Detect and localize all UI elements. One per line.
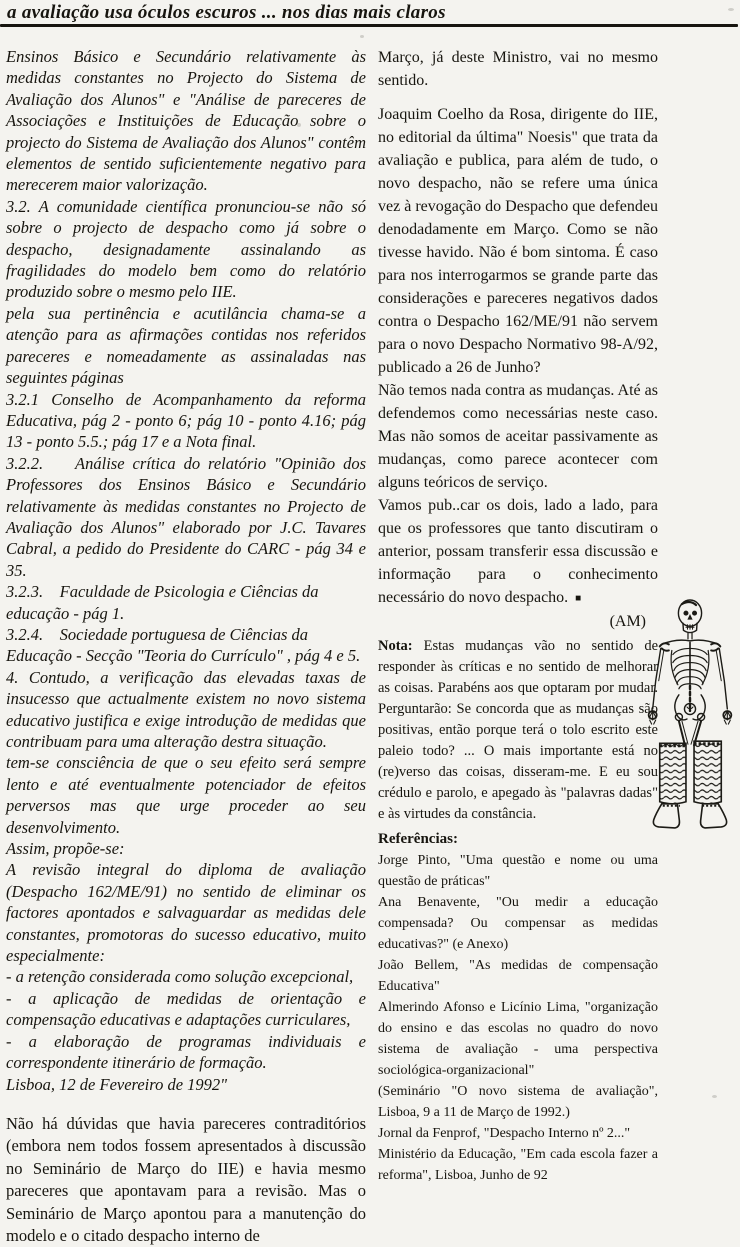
body-paragraph: Joaquim Coelho da Rosa, dirigente do IIE, no editorial da última" Noesis" que trata da avaliação e publica, para além de tudo, o novo despacho, não se refere uma única vez à revogação do Despacho que defendeu denodadamente em Março. Como se não tivesse havido. Não é bom sintoma. É caso para nos interrogarmos se grande parte das considerações e pareceres negativos dados contra o Despacho 162/ME/91 não servem para o novo Despacho Normativo 98-A/92, publicado a 26 de Junho? (378, 106, 658, 376)
body-paragraph (378, 494, 658, 610)
reference-item: Jorge Pinto, "Uma questão e nome ou uma questão de práticas" (378, 853, 658, 889)
quoted-paragraph: 3.2. A comunidade científica pronunciou-se não só sobre o projecto de despacho como já sobre o despacho, designadamente assinalando as fragilidades do modelo bem como do relatório produzido sobre o mesmo pelo IIE. (6, 196, 366, 302)
end-of-article-mark: ■ (575, 593, 582, 604)
body-paragraph: Não temos nada contra as mudanças. Até as defendemos como necessárias neste caso. Mas não somos de aceitar passivamente as mudanças, como parece acontecer com alguns teóricos de serviço. (378, 382, 658, 491)
quoted-paragraph: 3.2.2. Análise crítica do relatório "Opinião dos Professores dos Ensinos Básico e Secundário relativamente às medidas constantes no Projecto de Avaliação dos Alunos" elaborado por J.C. Tavares Cabral, a pedido do Presidente do CARC - pág 34 e 35. (6, 453, 366, 580)
quoted-paragraph: 4. Contudo, a verificação das elevadas taxas de insucesso que actualmente existem no novo sistema educativo justifica e exige introdução de medidas que contribuam para uma alteração destra situação. (6, 667, 366, 751)
note-paragraph (378, 636, 658, 825)
body-paragraph: Março, já deste Ministro, vai no mesmo sentido. (378, 49, 658, 89)
scan-speck (712, 1095, 717, 1098)
page-motto: a avaliação usa óculos escuros ... nos dias mais claros (7, 2, 446, 23)
scan-speck (297, 123, 301, 127)
scan-speck (728, 8, 734, 11)
quoted-paragraph: Assim, propõe-se: (6, 839, 125, 859)
quoted-paragraph: tem-se consciência de que o seu efeito será sempre lento e até eventualmente potenciador de efeitos perversos mas que urge proceder ao seu desenvolvimento. (6, 753, 366, 837)
scan-speck (360, 35, 364, 38)
left-column (6, 46, 366, 1247)
quoted-paragraph: - a retenção considerada como solução excepcional, (6, 967, 354, 987)
author-initials: (AM) (609, 613, 646, 630)
reference-item: Ana Benavente, "Ou medir a educação compensada? Ou compensar as medidas educativas?" (e Anexo) (378, 895, 658, 952)
reference-item: Ministério da Educação, "Em cada escola fazer a reforma", Lisboa, Junho de 92 (378, 1147, 658, 1183)
closing-paragraph: Não há dúvidas que havia pareceres contraditórios (embora nem todos fossem apresentados à discussão no Seminário de Março do IIE) e havia mesmo pareceres que apontavam para a revisão. Mas o Seminário de Março apontou para a manutenção do modelo e o citado despacho interno de (6, 1113, 366, 1245)
quoted-paragraph: pela sua pertinência e acutilância chama-se a atenção para as afirmações contidas nos referidos pareceres e nomeadamente as assinaladas nas seguintes páginas (6, 303, 366, 388)
quoted-paragraph: Lisboa, 12 de Fevereiro de 1992" (6, 1074, 228, 1094)
body-paragraph-text: Vamos pub..car os dois, lado a lado, para que os professores que tanto discutiram o anterior, possam transferir essa discussão e informação para o conhecimento necessário do novo despacho. (378, 497, 658, 606)
quoted-paragraph: Ensinos Básico e Secundário relativamente às medidas constantes no Projecto do Sistema de Avaliação dos Alunos" e "Análise de pareceres de Associações e Instituições de Educação sobre o projecto do Sistema de Avaliação dos Alunos" contêm elementos de sentido suficientemente negativo para merecerem maior valorização. (6, 47, 366, 195)
reference-item: Jornal da Fenprof, "Despacho Interno nº 2..." (378, 1126, 631, 1141)
skeleton-icon (645, 598, 735, 830)
quoted-paragraph: A revisão integral do diploma de avaliação (Despacho 162/ME/91) no sentido de eliminar os factores apontados e salvaguardar as medidas dele constantes, promotoras do sucesso educativo, muito especialmente: (6, 860, 366, 966)
references-heading: Referências: (378, 831, 458, 847)
quoted-paragraph: 3.2.1 Conselho de Acompanhamento da reforma Educativa, pág 2 - ponto 6; pág 10 - ponto 4.16; pág 13 - ponto 5.5.; pág 17 e a Nota final. (6, 389, 366, 452)
right-column (378, 46, 658, 1186)
quoted-paragraph: - a aplicação de medidas de orientação e compensação educativas e adaptações curriculares, (6, 988, 366, 1030)
skeleton-illustration (645, 598, 735, 830)
masthead-rule (0, 24, 738, 27)
quoted-paragraph: 3.2.4. Sociedade portuguesa de Ciências da Educação - Secção "Teoria do Currículo" , pág 4 e 5. (6, 624, 361, 666)
quoted-paragraph: - a elaboração de programas individuais e correspondente itinerário de formação. (6, 1031, 366, 1073)
quoted-paragraph: 3.2.3. Faculdade de Psicologia e Ciências da educação - pág 1. (6, 582, 319, 623)
note-text: Estas mudanças vão no sentido de responder às críticas e no sentido de melhorar as coisas. Parabéns aos que optaram por mudar. Perguntarão: Se concorda que as mudanças são positivas, então porque terá o tolo escrito este paleio todo? ... O mais importante está no (re)verso das coisas, disseram-me. E eu sou crédulo e parolo, e apegado às "palavras dadas" e às virtudes da constância. (378, 638, 659, 822)
reference-item: Almerindo Afonso e Licínio Lima, "organização do ensino e das escolas no quadro do novo sistema de avaliação - uma perspectiva sociológica-organizacional" (378, 1000, 658, 1078)
reference-item: João Bellem, "As medidas de compensação Educativa" (378, 958, 658, 994)
note-label: Nota: (378, 638, 413, 654)
reference-item: (Seminário "O novo sistema de avaliação", Lisboa, 9 a 11 de Março de 1992.) (378, 1084, 658, 1120)
